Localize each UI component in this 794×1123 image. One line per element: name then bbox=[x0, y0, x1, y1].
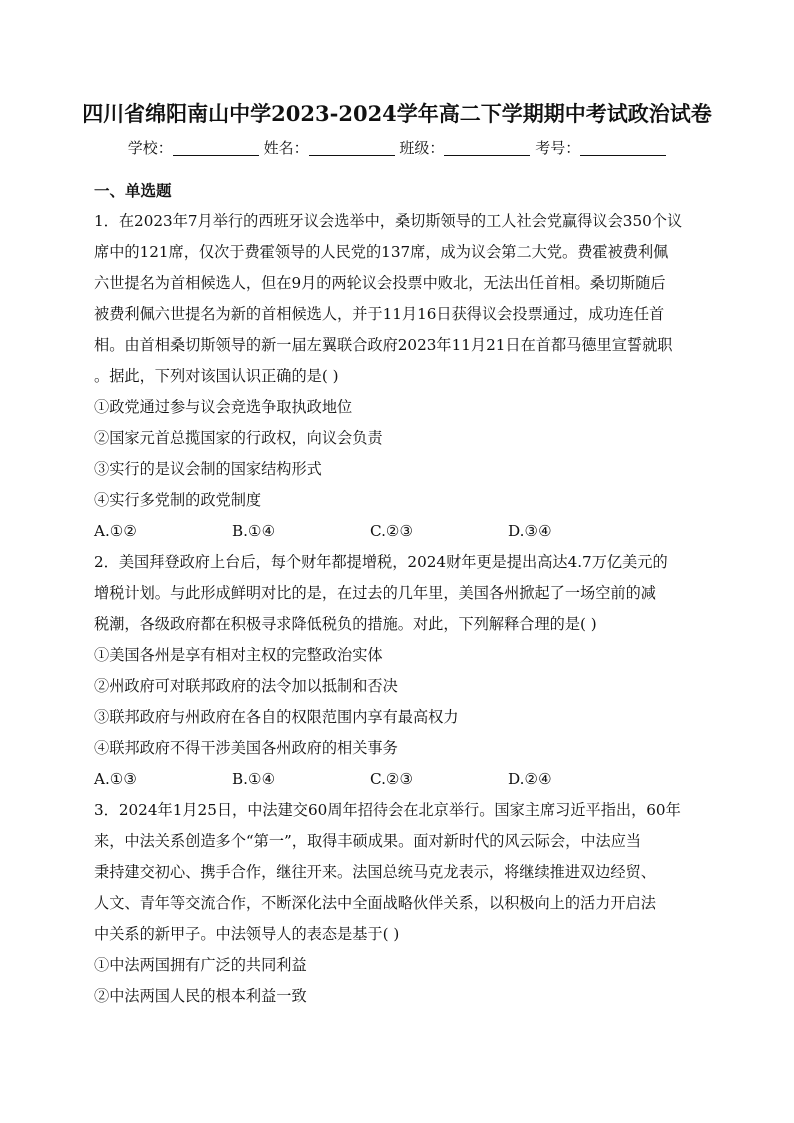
stem-line: 税潮，各级政府都在积极寻求降低税负的措施。对此，下列解释合理的是( ) bbox=[94, 615, 597, 633]
stem-line: 。据此，下列对该国认识正确的是( ) bbox=[94, 367, 339, 385]
class-blank[interactable] bbox=[444, 141, 530, 156]
school-blank[interactable] bbox=[173, 141, 259, 156]
statement-item: ②国家元首总揽国家的行政权，向议会负责 bbox=[94, 429, 383, 447]
choice-b[interactable]: B.①④ bbox=[232, 770, 276, 788]
statement-item: ②中法两国人民的根本利益一致 bbox=[94, 987, 307, 1005]
statement-item: ④实行多党制的政党制度 bbox=[94, 491, 262, 509]
question-1 bbox=[94, 206, 700, 547]
statement-item: ①中法两国拥有广泛的共同利益 bbox=[94, 956, 307, 974]
name-blank[interactable] bbox=[309, 141, 395, 156]
stem-line: 秉持建交初心、携手合作，继往开来。法国总统马克龙表示，将继续推进双边经贸、 bbox=[94, 863, 656, 881]
question-2 bbox=[94, 547, 700, 795]
statement-item: ②州政府可对联邦政府的法令加以抵制和否决 bbox=[94, 677, 398, 695]
section-heading: 一、单选题 bbox=[94, 182, 172, 200]
question-stem bbox=[94, 206, 700, 392]
stem-line: 中关系的新甲子。中法领导人的表态是基于( ) bbox=[94, 925, 400, 943]
stem-line: 来，中法关系创造多个“第一”，取得丰硕成果。面对新时代的风云际会，中法应当 bbox=[94, 832, 642, 850]
choice-d[interactable]: D.②④ bbox=[508, 770, 552, 788]
exam-title: 四川省绵阳南山中学2023-2024学年高二下学期期中考试政治试卷 bbox=[82, 101, 712, 126]
school-label: 学校： bbox=[127, 139, 173, 157]
choice-a[interactable]: A.①② bbox=[94, 522, 138, 540]
exam-number-blank[interactable] bbox=[580, 141, 666, 156]
stem-line: 1．在2023年7月举行的西班牙议会选举中，桑切斯领导的工人社会党赢得议会350个议 bbox=[94, 212, 683, 230]
statement-item: ①美国各州是享有相对主权的完整政治实体 bbox=[94, 646, 383, 664]
statement-item: ③实行的是议会制的国家结构形式 bbox=[94, 460, 322, 478]
stem-line: 被费利佩六世提名为新的首相候选人，并于11月16日获得议会投票通过，成功连任首 bbox=[94, 305, 665, 323]
name-label: 姓名： bbox=[263, 139, 309, 157]
choice-a[interactable]: A.①③ bbox=[94, 770, 138, 788]
question-stem bbox=[94, 547, 700, 640]
stem-line: 2．美国拜登政府上台后，每个财年都提增税，2024财年更是提出高达4.7万亿美元的 bbox=[94, 553, 668, 571]
exam-number-label: 考号： bbox=[535, 139, 581, 157]
choice-b[interactable]: B.①④ bbox=[232, 522, 276, 540]
answer-choices bbox=[94, 516, 700, 547]
stem-line: 人文、青年等交流合作，不断深化法中全面战略伙伴关系，以积极向上的活力开启法 bbox=[94, 894, 656, 912]
class-label: 班级： bbox=[399, 139, 445, 157]
answer-choices bbox=[94, 764, 700, 795]
stem-line: 六世提名为首相候选人，但在9月的两轮议会投票中败北，无法出任首相。桑切斯随后 bbox=[94, 274, 666, 292]
statement-item: ①政党通过参与议会竞选争取执政地位 bbox=[94, 398, 353, 416]
statement-item: ③联邦政府与州政府在各自的权限范围内享有最高权力 bbox=[94, 708, 459, 726]
exam-content bbox=[94, 178, 700, 1012]
stem-line: 相。由首相桑切斯领导的新一届左翼联合政府2023年11月21日在首都马德里宣誓就职 bbox=[94, 336, 673, 354]
choice-c[interactable]: C.②③ bbox=[370, 522, 414, 540]
stem-line: 席中的121席，仅次于费霍领导的人民党的137席，成为议会第二大党。费霍被费利佩 bbox=[94, 243, 669, 261]
choice-c[interactable]: C.②③ bbox=[370, 770, 414, 788]
stem-line: 增税计划。与此形成鲜明对比的是，在过去的几年里，美国各州掀起了一场空前的减 bbox=[94, 584, 656, 602]
choice-d[interactable]: D.③④ bbox=[508, 522, 552, 540]
question-3 bbox=[94, 795, 700, 1012]
stem-line: 3．2024年1月25日，中法建交60周年招待会在北京举行。国家主席习近平指出，60年 bbox=[94, 801, 681, 819]
statement-item: ④联邦政府不得干涉美国各州政府的相关事务 bbox=[94, 739, 398, 757]
question-stem bbox=[94, 795, 700, 950]
student-info-line bbox=[0, 137, 794, 158]
